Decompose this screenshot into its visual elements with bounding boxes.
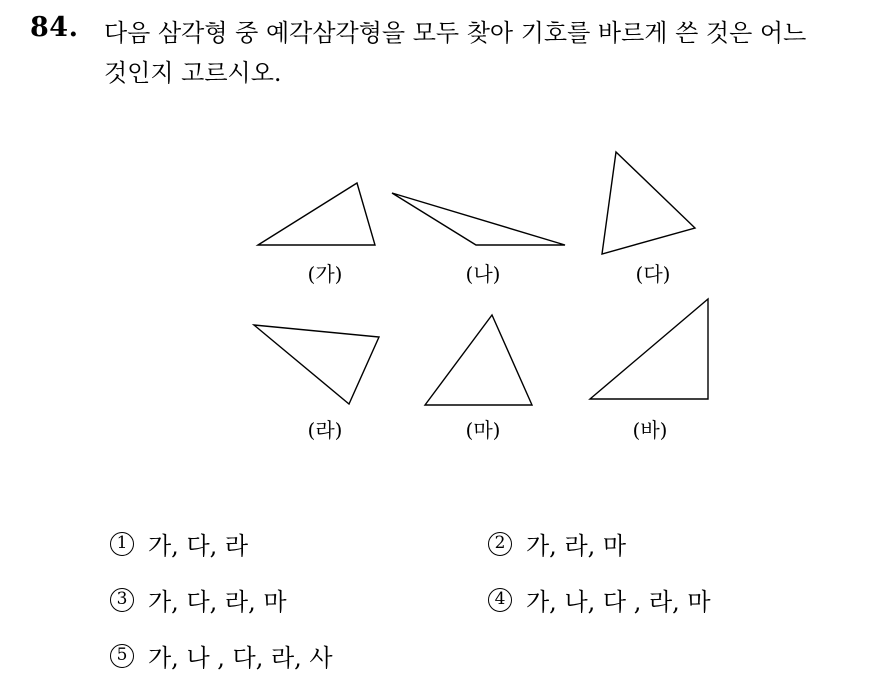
triangle-na [392, 193, 565, 245]
choice-1-number: 1 [110, 532, 134, 556]
choice-3-number: 3 [110, 588, 134, 612]
question-text-line2: 것인지 고르시오. [104, 59, 282, 87]
choice-4-text: 가, 나, 다 , 라, 마 [526, 588, 711, 616]
choice-3-text: 가, 다, 라, 마 [148, 588, 287, 616]
choice-3[interactable] [110, 582, 287, 617]
question-number: 84. [30, 12, 79, 43]
triangle-ma [425, 315, 532, 405]
triangle-label-ma: (마) [465, 418, 501, 442]
choice-1-text: 가, 다, 라 [148, 532, 249, 560]
triangle-ba [590, 299, 708, 399]
choice-4[interactable] [488, 582, 711, 617]
triangle-label-ba: (바) [632, 418, 668, 442]
question-text-line1: 다음 삼각형 중 예각삼각형을 모두 찾아 기호를 바르게 쓴 것은 어느 [104, 19, 807, 47]
triangle-label-da: (다) [635, 262, 671, 286]
triangle-ga [258, 183, 375, 245]
triangle-label-na: (나) [465, 262, 501, 286]
triangle-label-ra: (라) [307, 418, 343, 442]
triangle-da [602, 152, 695, 254]
choice-2-number: 2 [488, 532, 512, 556]
choice-5-number: 5 [110, 644, 134, 668]
choice-5-text: 가, 나 , 다, 라, 사 [148, 644, 333, 672]
choice-2[interactable] [488, 526, 626, 561]
triangle-label-ga: (가) [307, 262, 343, 286]
choice-4-number: 4 [488, 588, 512, 612]
choice-2-text: 가, 라, 마 [526, 532, 627, 560]
choice-5[interactable] [110, 638, 333, 673]
triangle-ra [254, 325, 379, 404]
choice-1[interactable] [110, 526, 248, 561]
